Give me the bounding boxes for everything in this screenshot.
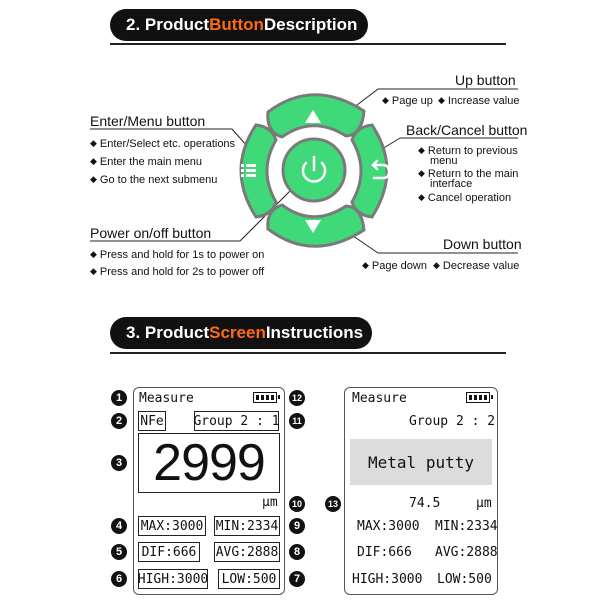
marker-6: 6: [111, 571, 127, 587]
back-item-cancel: ◆ Cancel operation: [418, 192, 511, 204]
down-button-title: Down button: [443, 236, 522, 252]
marker-11: 11: [289, 413, 305, 429]
marker-2: 2: [111, 413, 127, 429]
right-dif-label: DIF:666: [357, 545, 412, 560]
right-material-box: [350, 439, 492, 485]
down-button[interactable]: [268, 205, 364, 246]
section-3-suffix: Instructions: [265, 323, 364, 342]
section-2-suffix: Description: [263, 15, 358, 34]
marker-1: 1: [111, 390, 127, 406]
left-reading-box: [138, 433, 280, 493]
right-avg-label: AVG:2888: [435, 545, 498, 560]
marker-10: 10: [289, 496, 305, 512]
marker-8: 8: [289, 544, 305, 560]
left-unit-label: μm: [262, 495, 278, 510]
enter-menu-title: Enter/Menu button: [90, 113, 206, 129]
marker-3: 3: [111, 455, 127, 471]
enter-item-select: ◆ Enter/Select etc. operations: [90, 138, 235, 150]
enter-item-main-menu: ◆ Enter the main menu: [90, 156, 202, 168]
back-cancel-title: Back/Cancel button: [406, 122, 528, 138]
left-dif-box: DIF:666: [138, 542, 200, 562]
right-reading-value: 74.5: [409, 496, 441, 511]
power-button[interactable]: [283, 139, 345, 201]
down-item-decrease: ◆ Decrease value: [433, 260, 519, 272]
back-item-previous: ◆ Return to previous: [418, 145, 518, 157]
power-item-off: ◆ Press and hold for 2s to power off: [90, 266, 264, 278]
right-group-label: Group 2 : 2: [409, 414, 496, 429]
up-button-title: Up button: [455, 72, 516, 88]
power-title: Power on/off button: [90, 225, 212, 241]
up-item-increase: ◆ Increase value: [438, 95, 519, 107]
left-group-box: Group 2 : 1: [194, 411, 279, 431]
right-min-label: MIN:2334: [435, 519, 498, 534]
back-item-main: ◆ Return to the main: [418, 168, 518, 180]
right-max-label: MAX:3000: [357, 519, 420, 534]
back-button[interactable]: [352, 125, 389, 217]
left-battery-icon: [253, 392, 277, 403]
section-3-header: [110, 317, 372, 349]
left-max-box: MAX:3000: [138, 516, 206, 536]
left-min-box: MIN:2334: [214, 516, 280, 536]
right-unit-label: μm: [476, 496, 492, 511]
marker-13: 13: [325, 496, 341, 512]
right-low-label: LOW:500: [437, 572, 492, 587]
marker-4: 4: [111, 518, 127, 534]
left-mode-label: Measure: [139, 391, 194, 406]
right-high-label: HIGH:3000: [352, 572, 423, 587]
section-2-highlight: Button: [209, 15, 264, 34]
left-probe-box: NFe: [138, 411, 166, 431]
right-battery-icon: [466, 392, 490, 403]
enter-item-submenu: ◆ Go to the next submenu: [90, 174, 217, 186]
left-reading-value: 2999: [153, 434, 265, 492]
menu-button[interactable]: [241, 125, 276, 217]
down-item-page-down: ◆ Page down: [362, 260, 427, 272]
section-3-prefix: 3. Product: [126, 323, 210, 342]
up-button[interactable]: [268, 95, 364, 137]
right-mode-label: Measure: [352, 391, 407, 406]
right-material-label: Metal putty: [368, 452, 474, 472]
section-2-prefix: 2. Product: [126, 15, 210, 34]
section-3-highlight: Screen: [209, 323, 266, 342]
section-3-divider: [110, 352, 506, 354]
menu-list-icon: [241, 164, 256, 177]
back-item-previous-cont: menu: [430, 155, 458, 167]
left-low-box: LOW:500: [218, 569, 280, 589]
marker-7: 7: [289, 571, 305, 587]
left-high-box: HIGH:3000: [138, 569, 208, 589]
power-item-on: ◆ Press and hold for 1s to power on: [90, 249, 264, 261]
up-item-page-up: ◆ Page up: [382, 95, 433, 107]
left-avg-box: AVG:2888: [214, 542, 280, 562]
back-item-main-cont: interface: [430, 178, 473, 190]
marker-12: 12: [289, 390, 305, 406]
marker-9: 9: [289, 518, 305, 534]
marker-5: 5: [111, 544, 127, 560]
